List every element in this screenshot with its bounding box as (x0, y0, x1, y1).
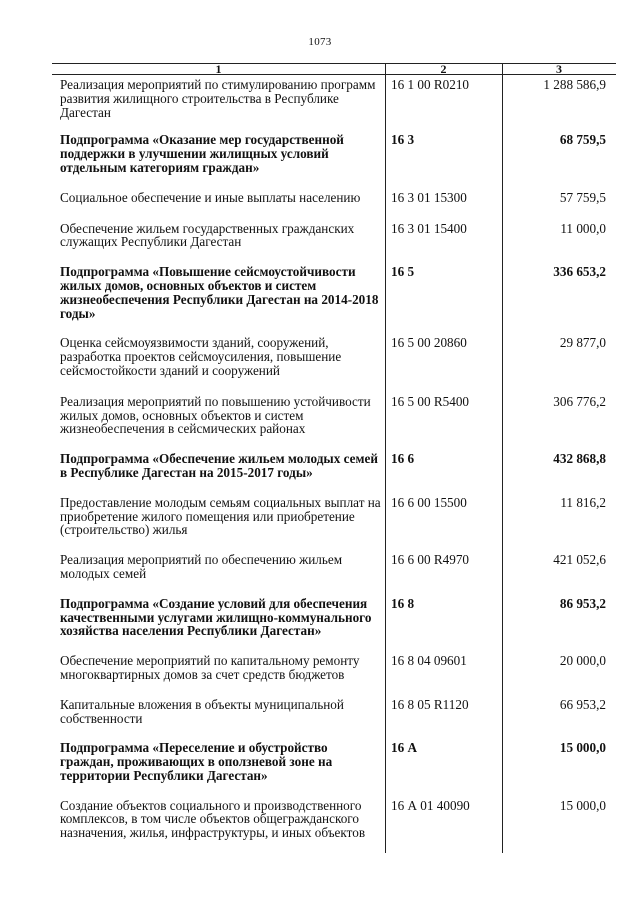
row-amount: 20 000,0 (559, 653, 606, 669)
row-code: 16 8 (391, 595, 415, 611)
table-row (52, 336, 616, 377)
row-amount: 86 953,2 (559, 595, 606, 611)
row-code: 16 6 (391, 451, 415, 467)
row-name: Подпрограмма «Обеспечение жильем молодых семей в Республике Дагестан на 2015-2017 годы» (60, 451, 378, 480)
row-amount: 29 877,0 (559, 335, 606, 351)
row-name: Оценка сейсмоуязвимости зданий, сооружений, разработка проектов сейсмоусиления, повышение сейсмостойкости зданий и сооружений (60, 335, 342, 378)
row-code: 16 6 00 R4970 (391, 552, 470, 568)
row-code: 16 8 04 09601 (391, 653, 467, 669)
row-code: 16 5 00 R5400 (391, 393, 470, 409)
row-name: Социальное обеспечение и иные выплаты населению (60, 189, 361, 205)
table-row (52, 395, 616, 436)
column-header-1: 1 (215, 62, 222, 76)
row-amount: 306 776,2 (553, 393, 606, 409)
row-name: Реализация мероприятий по повышению устойчивости жилых домов, основных объектов и систем жизнеобеспечения в сейсмических районах (60, 393, 371, 437)
row-amount: 11 000,0 (560, 220, 606, 236)
row-code: 16 А 01 40090 (391, 797, 470, 813)
row-code: 16 1 00 R0210 (391, 77, 470, 92)
row-amount: 68 759,5 (559, 132, 606, 148)
table-row (52, 597, 616, 638)
row-amount: 57 759,5 (559, 189, 606, 205)
row-amount: 11 816,2 (560, 494, 606, 510)
table-row (52, 78, 616, 119)
row-name: Подпрограмма «Повышение сейсмоустойчивости жилых домов, основных объектов и систем жизнеобеспечения Республики Дагестан на 2014-2018 годы» (60, 264, 379, 321)
row-amount: 15 000,0 (559, 797, 606, 813)
row-name: Подпрограмма «Переселение и обустройство граждан, проживающих в оползневой зоне на территории Республики Дагестан» (60, 740, 333, 783)
row-name: Предоставление молодым семьям социальных выплат на приобретение жилого помещения или приобретение (строительство) жилья (60, 494, 381, 538)
row-code: 16 3 (391, 132, 415, 148)
row-name: Обеспечение мероприятий по капитальному ремонту многоквартирных домов за счет средств бюджетов (60, 653, 360, 682)
table-row (52, 265, 616, 320)
row-name: Капитальные вложения в объекты муниципальной собственности (60, 696, 344, 726)
column-header-2: 2 (440, 62, 447, 76)
table-row (52, 496, 616, 537)
table-row (52, 553, 616, 581)
row-code: 16 8 05 R1120 (391, 696, 469, 712)
table-row (52, 191, 616, 205)
row-name: Создание объектов социального и производственного комплексов, в том числе объектов общегражданского назначения, жилья, инфраструктуры, и иных объектов (60, 797, 366, 841)
row-amount: 1 288 586,9 (543, 77, 606, 92)
row-amount: 336 653,2 (553, 264, 606, 280)
budget-table (52, 78, 616, 840)
row-amount: 421 052,6 (553, 552, 606, 568)
row-name: Подпрограмма «Оказание мер государственной поддержки в улучшении жилищных условий отдельным категориям граждан» (60, 132, 344, 175)
row-code: 16 А (391, 740, 418, 756)
column-header-3: 3 (556, 62, 562, 76)
row-name: Реализация мероприятий по стимулированию программ развития жилищного строительства в Республике Дагестан (60, 77, 376, 120)
table-row (52, 799, 616, 840)
row-amount: 66 953,2 (559, 696, 606, 712)
table-row (52, 698, 616, 726)
table-row (52, 133, 616, 174)
row-code: 16 5 00 20860 (391, 335, 467, 351)
table-row (52, 452, 616, 480)
table-row (52, 222, 616, 250)
table-row (52, 741, 616, 782)
row-code: 16 5 (391, 264, 415, 280)
row-code: 16 3 01 15300 (391, 189, 467, 205)
page-number: 1073 (308, 36, 332, 48)
row-name: Обеспечение жильем государственных гражданских служащих Республики Дагестан (60, 220, 355, 250)
table-row (52, 654, 616, 682)
row-amount: 15 000,0 (559, 740, 606, 756)
row-code: 16 6 00 15500 (391, 494, 467, 510)
row-name: Реализация мероприятий по обеспечению жильем молодых семей (60, 552, 343, 581)
row-code: 16 3 01 15400 (391, 220, 467, 236)
row-amount: 432 868,8 (553, 451, 606, 467)
row-name: Подпрограмма «Создание условий для обеспечения качественными услугами жилищно-коммунального хозяйства населения Республики Дагестан» (60, 595, 372, 639)
